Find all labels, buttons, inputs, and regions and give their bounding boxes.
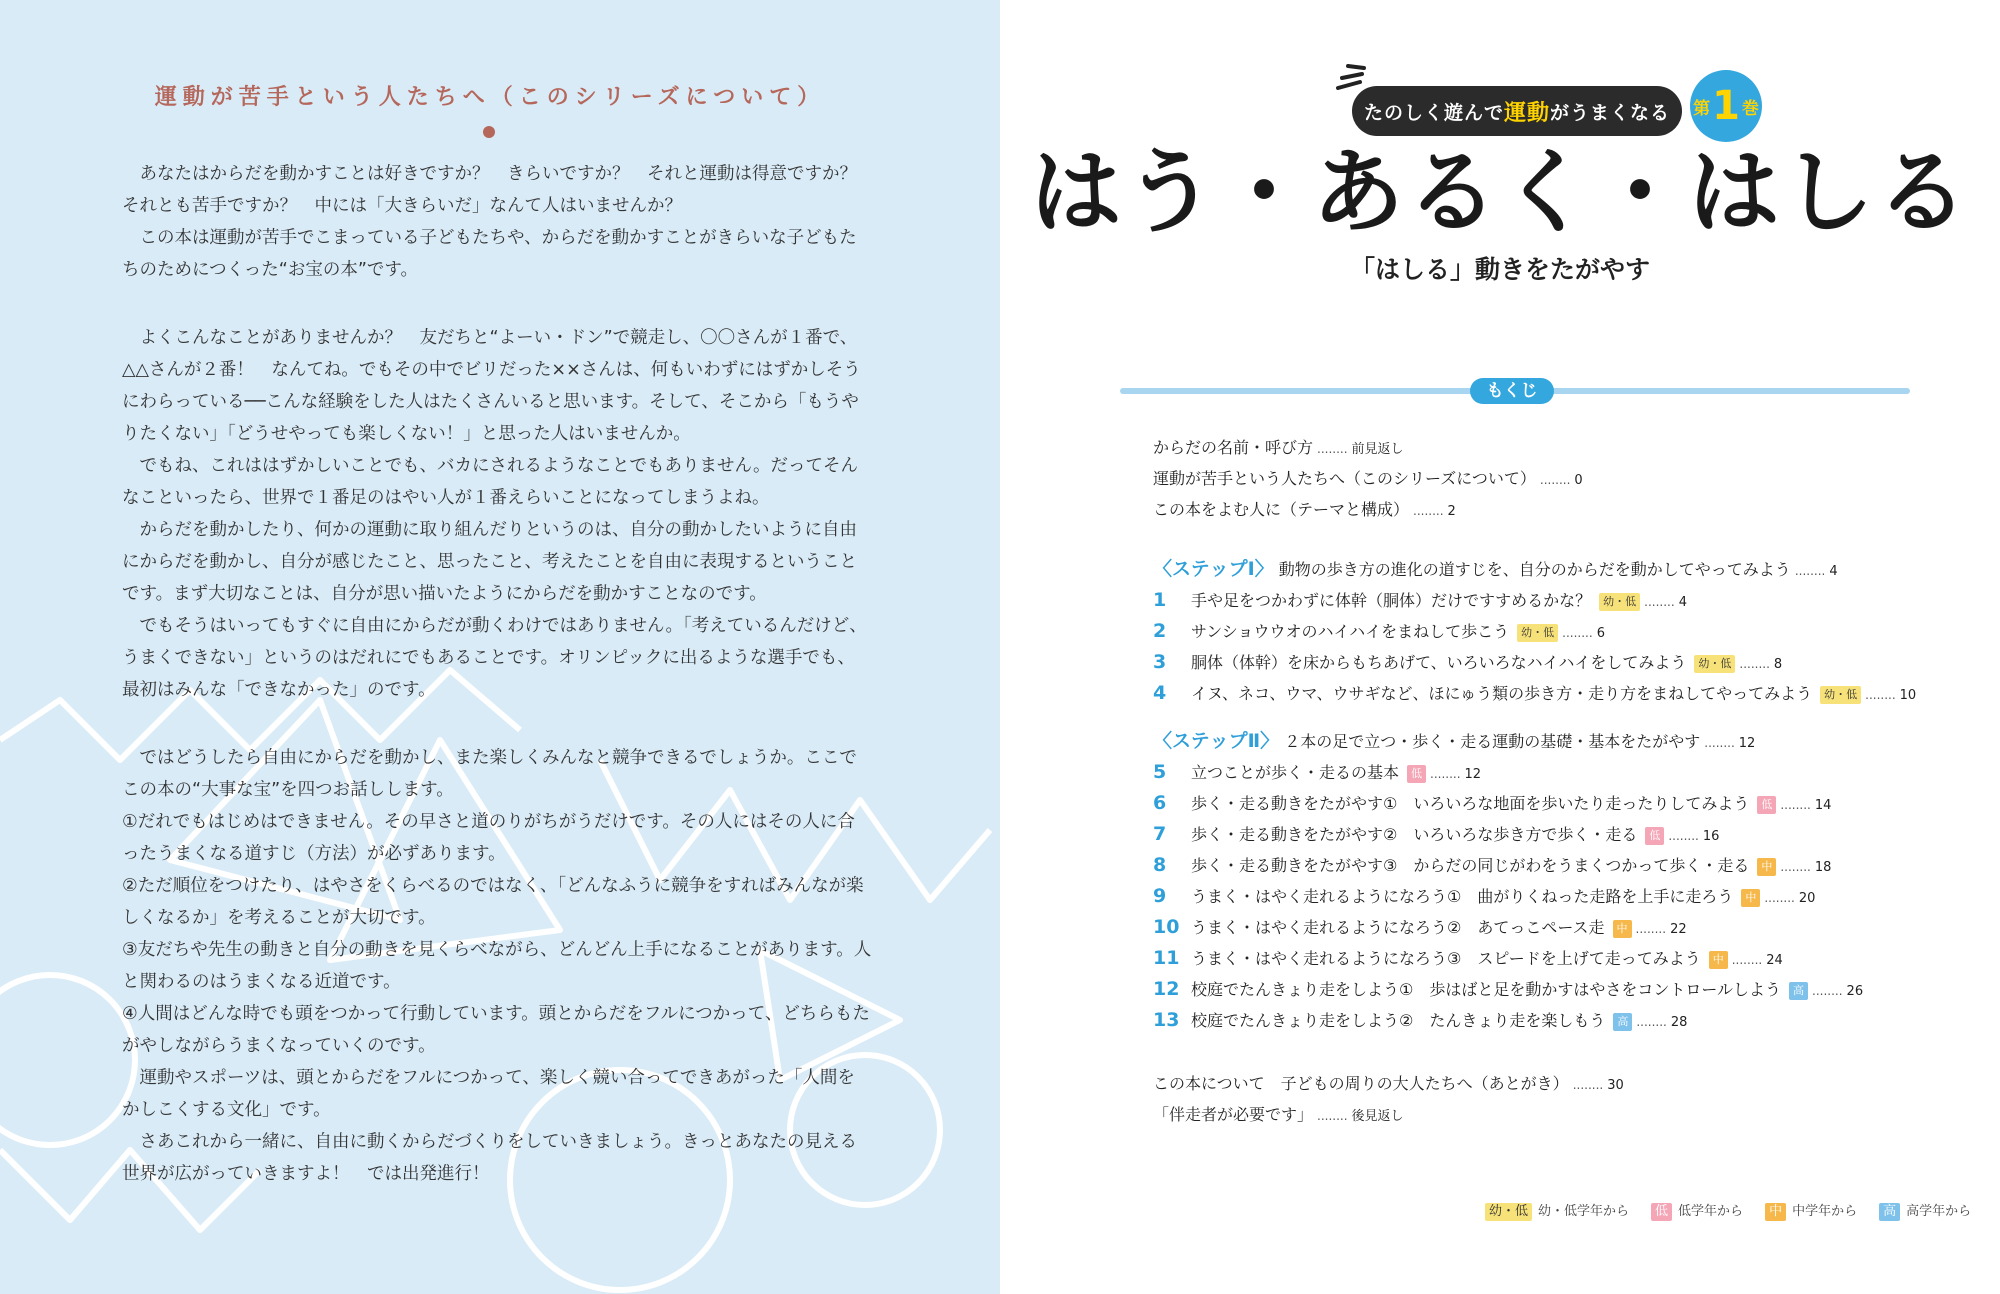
- legend-item: [1651, 1200, 1743, 1221]
- series-text-suffix: がうまくなる: [1550, 101, 1671, 124]
- intro-paragraph: からだを動かしたり、何かの運動に取り組んだりというのは、自分の動かしたいように自由にからだを動かし、自分が感じたこと、思ったこと、考えたことを自由に表現するということです。まず大切なことは、自分が思い描いたようにからだを動かすことなのです。: [122, 520, 857, 604]
- circle-outline: [0, 975, 135, 1145]
- toc-entry[interactable]: [1153, 585, 1916, 616]
- toc-entry-page: 6: [1596, 626, 1605, 641]
- grade-badge: 高: [1789, 982, 1808, 1000]
- toc-leader: ........: [1731, 953, 1763, 967]
- entry-number: 11: [1153, 947, 1180, 969]
- entry-number: 9: [1153, 885, 1167, 907]
- legend-badge: 低: [1651, 1203, 1672, 1221]
- toc-leader: ........: [1780, 860, 1811, 874]
- toc-entry-title: イヌ、ネコ、ウマ、ウサギなど、ほにゅう類の歩き方・走り方をまねしてやってみよう: [1191, 684, 1813, 703]
- toc-leader: ........: [1739, 657, 1770, 671]
- toc-entry-title: 「伴走者が必要です」: [1153, 1105, 1314, 1124]
- toc-entry-page: 0: [1574, 473, 1583, 488]
- toc-entry[interactable]: [1153, 463, 1583, 494]
- series-text-highlight: 運動: [1503, 100, 1550, 126]
- toc-leader: ........: [1413, 504, 1444, 518]
- toc-entry-page: 26: [1846, 984, 1864, 999]
- intro-paragraph: ではどうしたら自由にからだを動かし、また楽しくみんなと競争できるでしょうか。ここでこの本の“大事な宝”を四つお話しします。: [122, 748, 857, 800]
- step-heading[interactable]: [1153, 726, 1863, 757]
- entry-number: 5: [1153, 761, 1167, 783]
- grade-badge: 中: [1709, 951, 1728, 969]
- toc-entry-page: 16: [1702, 829, 1720, 844]
- step-description: 動物の歩き方の進化の道すじを、自分のからだを動かしてやってみよう: [1278, 560, 1791, 579]
- heading-dot: [483, 126, 495, 138]
- intro-heading: 運動が苦手という人たちへ（このシリーズについて）: [154, 85, 826, 110]
- entry-number: 12: [1153, 978, 1180, 1000]
- entry-number: 1: [1153, 589, 1167, 611]
- toc-leader: ........: [1430, 767, 1461, 781]
- toc-entry-page: 後見返し: [1351, 1109, 1404, 1124]
- toc-leader: ........: [1635, 922, 1667, 936]
- grade-badge: 中: [1757, 858, 1776, 876]
- toc-leader: ........: [1764, 891, 1795, 905]
- toc-entry-page: 12: [1738, 736, 1756, 751]
- intro-paragraph: でもそうはいってもすぐに自由にからだが動くわけではありません。「考えているんだけど、うまくできない」というのはだれにでもあることです。オリンピックに出るような選手でも、最初はみんな「できなかった」のです。: [122, 616, 867, 700]
- grade-badge: 幼・低: [1820, 686, 1861, 704]
- toc-entry[interactable]: [1153, 974, 1863, 1005]
- toc-entry[interactable]: [1153, 432, 1583, 463]
- intro-body: [122, 158, 875, 1190]
- toc-entry-page: 8: [1773, 657, 1783, 672]
- toc-entry-title: この本をよむ人に（テーマと構成）: [1153, 500, 1410, 519]
- legend-label: 高学年から: [1906, 1204, 1972, 1219]
- volume-badge: [1690, 70, 1762, 142]
- toc-entry-page: 2: [1447, 504, 1456, 519]
- toc-label: もくじ: [1470, 378, 1554, 404]
- step-title: 〈ステップⅡ〉: [1153, 730, 1280, 752]
- step-title: 〈ステップⅠ〉: [1153, 558, 1274, 580]
- grade-badge: 低: [1645, 827, 1664, 845]
- toc-leader: ........: [1812, 984, 1843, 998]
- toc-entry[interactable]: [1153, 850, 1863, 881]
- intro-paragraph: でもね、これははずかしいことでも、バカにされるようなことでもありません。だってそんなこといったら、世界で１番足のはやい人が１番えらいことになってしまうよね。: [122, 456, 859, 508]
- toc-entry-page: 24: [1766, 953, 1783, 968]
- treasure-point: ②ただ順位をつけたり、はやさをくらべるのではなく、「どんなふうに競争をすればみんなが楽しくなるか」を考えることが大切です。: [122, 876, 864, 928]
- toc-entry[interactable]: [1153, 819, 1863, 850]
- entry-number: 2: [1153, 620, 1167, 642]
- toc-entry-page: 18: [1814, 860, 1832, 875]
- grade-badge: 低: [1757, 796, 1776, 814]
- toc-leader: ........: [1562, 626, 1593, 640]
- legend-item: [1485, 1200, 1629, 1221]
- toc-entry[interactable]: [1153, 1068, 1624, 1099]
- toc-entry-page: 10: [1899, 688, 1917, 703]
- toc-entry-title: 歩く・走る動きをたがやす② いろいろな歩き方で歩く・走る: [1191, 825, 1638, 844]
- entry-number: 7: [1153, 823, 1167, 845]
- intro-paragraph: あなたはからだを動かすことは好きですか？ きらいですか？ それと運動は得意ですか？ それとも苦手ですか？ 中には「大きらいだ」なんて人はいませんか？: [122, 164, 875, 216]
- entry-number: 10: [1153, 916, 1180, 938]
- toc-leader: ........: [1865, 688, 1896, 702]
- legend-label: 中学年から: [1792, 1204, 1858, 1219]
- toc-entry-title: 立つことが歩く・走るの基本: [1191, 763, 1400, 782]
- entry-number: 4: [1153, 682, 1167, 704]
- entry-number: 13: [1153, 1009, 1180, 1031]
- toc-entry[interactable]: [1153, 1005, 1863, 1036]
- toc-entry-page: 前見返し: [1351, 442, 1404, 457]
- toc-entry-title: うまく・はやく走れるようになろう③ スピードを上げて走ってみよう: [1191, 949, 1701, 968]
- toc-entry[interactable]: [1153, 757, 1863, 788]
- toc-entry-title: うまく・はやく走れるようになろう② あてっこペース走: [1191, 918, 1605, 937]
- toc-entry-title: 校庭でたんきょり走をしよう② たんきょり走を楽しもう: [1191, 1011, 1606, 1030]
- toc-entry[interactable]: [1153, 616, 1916, 647]
- toc-entry-title: 歩く・走る動きをたがやす① いろいろな地面を歩いたり走ったりしてみよう: [1191, 794, 1750, 813]
- entry-number: 8: [1153, 854, 1167, 876]
- toc-entry-page: 4: [1678, 595, 1687, 610]
- toc-leader: ........: [1317, 1109, 1348, 1123]
- paragraph-gap: [122, 286, 872, 322]
- treasure-point: ③友だちや先生の動きと自分の動きを見くらべながら、どんどん上手になることがあります。人と関わるのはうまくなる近道です。: [122, 940, 872, 992]
- toc-entry-title: 運動が苦手という人たちへ（このシリーズについて）: [1153, 469, 1536, 488]
- grade-legend: [1485, 1200, 1971, 1221]
- entry-number: 6: [1153, 792, 1167, 814]
- legend-label: 低学年から: [1678, 1204, 1744, 1219]
- toc-leader: ........: [1636, 1015, 1667, 1029]
- right-page: [1000, 0, 2000, 1294]
- toc-entry[interactable]: [1153, 494, 1583, 525]
- toc-entry-page: 20: [1798, 891, 1816, 906]
- toc-leader: ........: [1668, 829, 1699, 843]
- toc-entry-title: からだの名前・呼び方: [1153, 438, 1314, 457]
- toc-leader: ........: [1644, 595, 1675, 609]
- legend-item: [1879, 1200, 1971, 1221]
- treasure-point: ④人間はどんな時でも頭をつかって行動しています。頭とからだをフルにつかって、どちらもたがやしながらうまくなっていくのです。: [122, 1004, 870, 1056]
- toc-entry-title: 校庭でたんきょり走をしよう① 歩はばと足を動かすはやさをコントロールしよう: [1191, 980, 1782, 999]
- series-banner: [1352, 86, 1682, 136]
- toc-entry-title: サンショウウオのハイハイをまねして歩こう: [1191, 622, 1510, 641]
- legend-item: [1765, 1200, 1857, 1221]
- toc-entry-page: 4: [1829, 564, 1838, 579]
- legend-badge: 中: [1765, 1203, 1786, 1221]
- treasure-point: ①だれでもはじめはできません。その早さと道のりがちがうだけです。その人にはその人に合ったうまくなる道すじ（方法）が必ずあります。: [122, 812, 855, 864]
- intro-paragraph: この本は運動が苦手でこまっている子どもたちや、からだを動かすことがきらいな子どもたちのためにつくった“お宝の本”です。: [122, 228, 857, 280]
- volume-prefix: 第: [1693, 98, 1711, 119]
- paragraph-gap: [122, 706, 872, 742]
- toc-leader: ........: [1572, 1078, 1604, 1092]
- toc-step-1: [1153, 554, 1916, 709]
- entry-number: 3: [1153, 651, 1167, 673]
- toc-entry-title: 手や足をつかわずに体幹（胴体）だけですすめるかな？: [1191, 591, 1592, 610]
- book-title: はう・あるく・はしる: [1029, 139, 1970, 246]
- toc-entry[interactable]: [1153, 788, 1863, 819]
- grade-badge: 幼・低: [1694, 655, 1735, 673]
- toc-leader: ........: [1780, 798, 1811, 812]
- toc-entry[interactable]: [1153, 912, 1863, 943]
- toc-entry-page: 12: [1464, 767, 1482, 782]
- series-text-prefix: たのしく遊んで: [1363, 101, 1504, 124]
- intro-paragraph: 運動やスポーツは、頭とからだをフルにつかって、楽しく競い合ってできあがった「人間をかしこくする文化」です。: [122, 1068, 855, 1120]
- intro-paragraph: よくこんなことがありませんか？ 友だちと“よーい・ドン”で競走し、〇〇さんが１番で、△△さんが２番！ なんてね。でもその中でビリだった××さんは、何もいわずにはずかしそうにわらっている──こんな経験をした人はたくさんいると思います。そして、そこから「もうやりたくない」「どうせやっても楽しくない！」と思った人はいませんか。: [122, 328, 861, 444]
- toc-entry-page: 28: [1670, 1015, 1688, 1030]
- intro-paragraph: さあこれから一緒に、自由に動くからだづくりをしていきましょう。きっとあなたの見える世界が広がっていきますよ！ では出発進行！: [122, 1132, 857, 1184]
- toc-leader: ........: [1704, 736, 1735, 750]
- step-heading[interactable]: [1153, 554, 1916, 585]
- legend-badge: 高: [1879, 1203, 1900, 1221]
- toc-leader: ........: [1539, 473, 1571, 487]
- toc-entry[interactable]: [1153, 881, 1863, 912]
- step-description: ２本の足で立つ・歩く・走る運動の基礎・基本をたがやす: [1284, 732, 1701, 751]
- toc-leader: ........: [1317, 442, 1348, 456]
- toc-entry[interactable]: [1153, 678, 1916, 709]
- legend-label: 幼・低学年から: [1538, 1204, 1630, 1219]
- volume-suffix: 巻: [1741, 98, 1759, 119]
- book-subtitle: 「はしる」動きをたがやす: [1349, 255, 1650, 284]
- toc-entry[interactable]: [1153, 647, 1916, 678]
- toc-entry-page: 22: [1670, 922, 1687, 937]
- legend-badge: 幼・低: [1485, 1203, 1532, 1221]
- toc-entry-title: この本について 子どもの周りの大人たちへ（あとがき）: [1153, 1074, 1569, 1093]
- grade-badge: 中: [1741, 889, 1760, 907]
- toc-entry-title: うまく・はやく走れるようになろう① 曲がりくねった走路を上手に走ろう: [1191, 887, 1734, 906]
- grade-badge: 中: [1613, 920, 1632, 938]
- grade-badge: 低: [1407, 765, 1426, 783]
- toc-entry-page: 30: [1607, 1078, 1624, 1093]
- toc-entry[interactable]: [1153, 1099, 1624, 1130]
- toc-entry-title: 歩く・走る動きをたがやす③ からだの同じがわをうまくつかって歩く・走る: [1191, 856, 1750, 875]
- toc-leader: ........: [1794, 564, 1826, 578]
- toc-front-matter: [1153, 432, 1583, 525]
- grade-badge: 幼・低: [1599, 593, 1640, 611]
- toc-step-2: [1153, 726, 1863, 1036]
- grade-badge: 高: [1613, 1013, 1632, 1031]
- volume-number: 1: [1712, 83, 1740, 129]
- toc-entry-title: 胴体（体幹）を床からもちあげて、いろいろなハイハイをしてみよう: [1191, 653, 1687, 672]
- toc-entry-page: 14: [1814, 798, 1832, 813]
- toc-entry[interactable]: [1153, 943, 1863, 974]
- grade-badge: 幼・低: [1517, 624, 1558, 642]
- toc-back-matter: [1153, 1068, 1624, 1130]
